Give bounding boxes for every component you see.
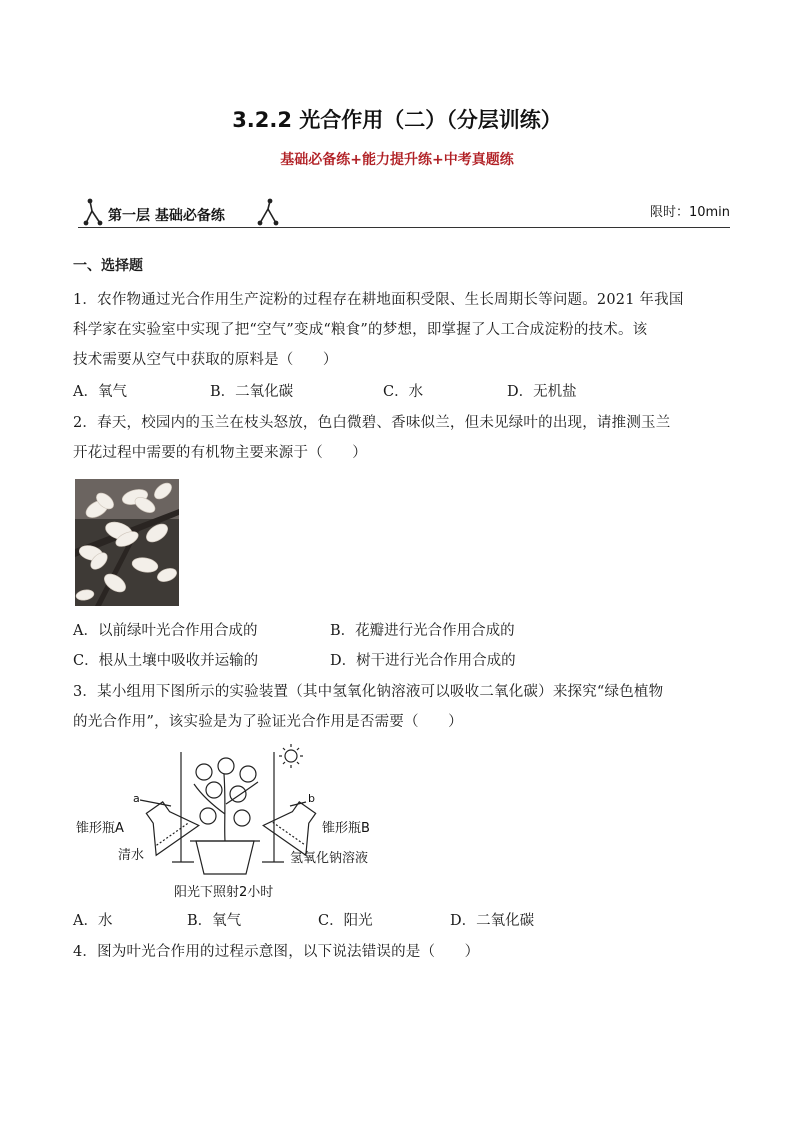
label-a: a bbox=[133, 792, 140, 805]
question-1 bbox=[73, 285, 725, 375]
constellation-right-icon bbox=[256, 197, 280, 227]
question-line: 科学家在实验室中实现了把“空气”变成“粮食”的梦想，即掌握了人工合成淀粉的技术。该 bbox=[73, 322, 648, 338]
option-b: B．氧气 bbox=[187, 913, 242, 929]
option-b: B．花瓣进行光合作用合成的 bbox=[330, 623, 515, 639]
label-flask-b: 锥形瓶B bbox=[322, 821, 370, 836]
section-heading: 一、选择题 bbox=[73, 258, 143, 274]
question-line: 1．农作物通过光合作用生产淀粉的过程存在耕地面积受限、生长周期长等问题。2021 年我国 bbox=[73, 292, 684, 308]
page-subtitle: 基础必备练+能力提升练+中考真题练 bbox=[280, 152, 514, 168]
label-b: b bbox=[308, 792, 315, 805]
question-line: 3．某小组用下图所示的实验装置（其中氢氧化钠溶液可以吸收二氧化碳）来探究“绿色植物 bbox=[73, 684, 664, 700]
option-b: B．二氧化碳 bbox=[210, 384, 294, 400]
magnolia-photo bbox=[75, 479, 179, 606]
option-c: C．阳光 bbox=[318, 913, 373, 929]
layer-header bbox=[78, 195, 730, 231]
option-a: A．以前绿叶光合作用合成的 bbox=[73, 623, 258, 639]
option-d: D．树干进行光合作用合成的 bbox=[330, 653, 516, 669]
label-flask-a: 锥形瓶A bbox=[76, 821, 124, 836]
option-c: C．根从土壤中吸收并运输的 bbox=[73, 653, 259, 669]
question-line: 的光合作用”，该实验是为了验证光合作用是否需要（ ） bbox=[73, 714, 463, 730]
option-d: D．二氧化碳 bbox=[450, 913, 535, 929]
question-3 bbox=[73, 677, 725, 737]
option-a: A．氧气 bbox=[73, 384, 127, 400]
question-4 bbox=[73, 937, 725, 967]
question-line: 技术需要从空气中获取的原料是（ ） bbox=[73, 352, 338, 368]
question-line: 4．图为叶光合作用的过程示意图，以下说法错误的是（ ） bbox=[73, 944, 480, 960]
option-c: C．水 bbox=[383, 384, 424, 400]
label-water: 清水 bbox=[118, 848, 145, 863]
label-naoh: 氢氧化钠溶液 bbox=[290, 851, 369, 866]
diagram-caption: 阳光下照射2小时 bbox=[174, 885, 274, 900]
question-line: 2．春天，校园内的玉兰在枝头怒放，色白微碧、香味似兰，但未见绿叶的出现，请推测玉兰 bbox=[73, 415, 671, 431]
question-line: 开花过程中需要的有机物主要来源于（ ） bbox=[73, 445, 367, 461]
constellation-left-icon bbox=[82, 197, 106, 227]
option-a: A．水 bbox=[73, 913, 113, 929]
question-2 bbox=[73, 408, 725, 468]
option-d: D．无机盐 bbox=[507, 384, 577, 400]
experiment-diagram bbox=[76, 744, 386, 904]
page-title: 3.2.2 光合作用（二）（分层训练） bbox=[232, 108, 562, 132]
header-divider bbox=[78, 227, 730, 228]
layer-title: 第一层 基础必备练 bbox=[108, 208, 225, 224]
time-limit: 限时：10min bbox=[649, 205, 730, 220]
